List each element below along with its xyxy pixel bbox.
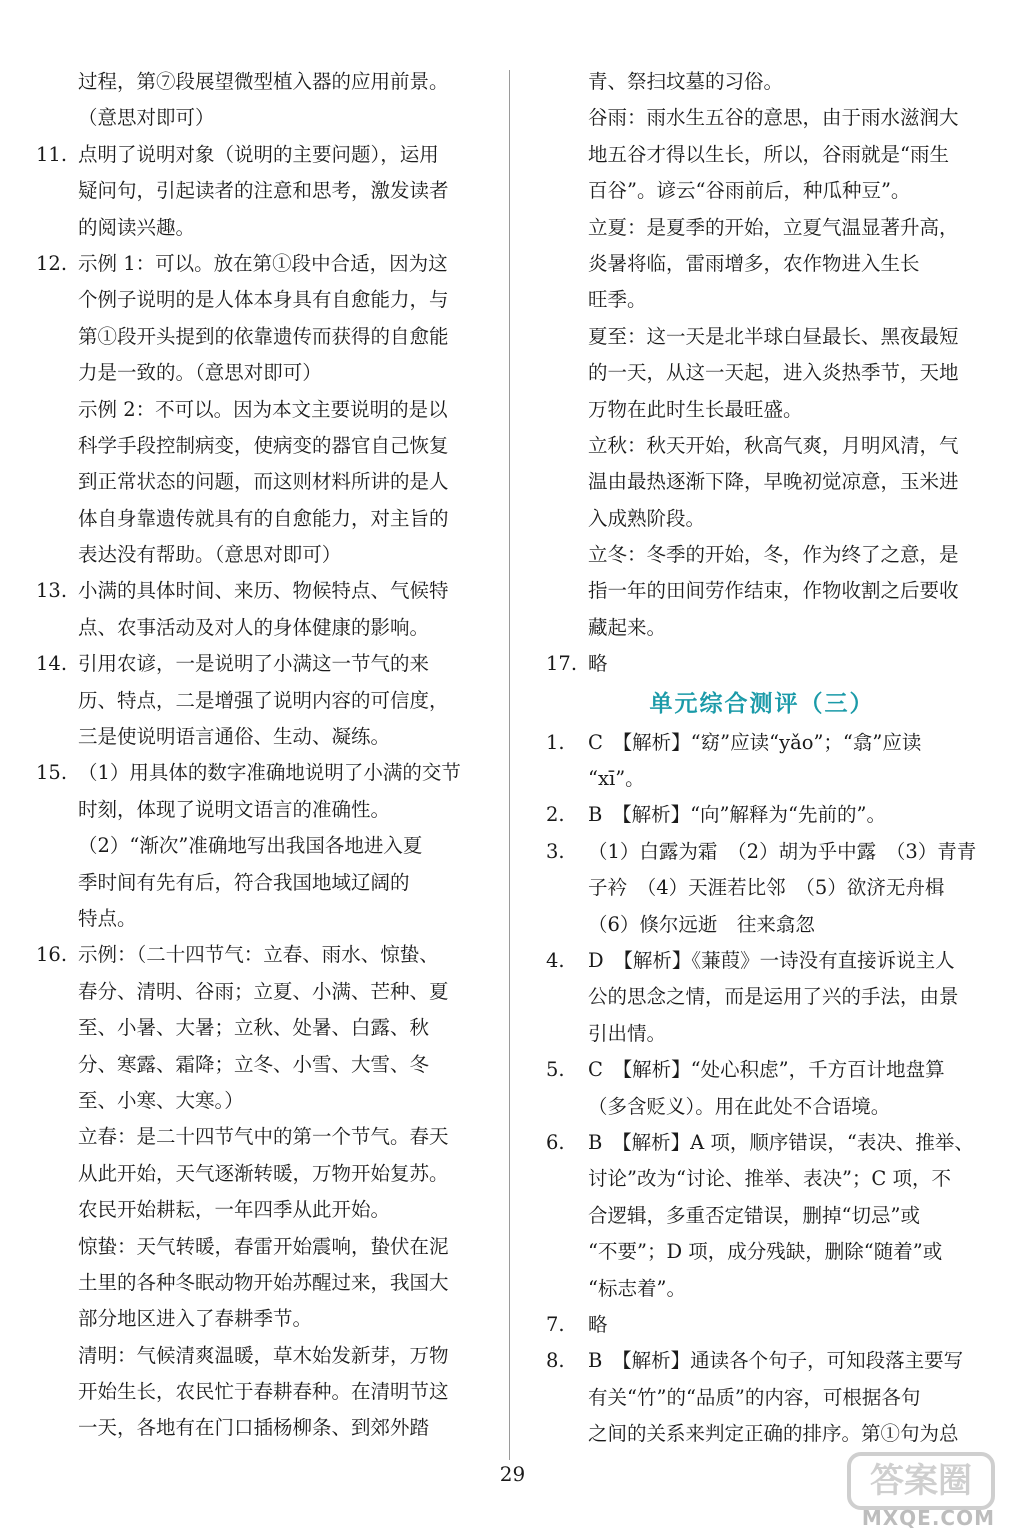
text-line: 立春：是二十四节气中的第一个节气。春天 [78,1125,449,1149]
answer-text: B 【解析】通读各个句子，可知段落主要写 [588,1349,964,1373]
answer-text: C 【解析】“处心积虑”，千方百计地盘算 [588,1058,945,1082]
question-number: 16. [36,943,68,967]
watermark-text: 答案圈 [847,1452,995,1510]
question-number: 12. [36,251,68,275]
text-line: 子衿 （4）天涯若比邻 （5）欲济无舟楫 [588,876,945,900]
question-number: 13. [36,579,68,603]
question-number: 14. [36,652,68,676]
text-line [546,1125,978,1161]
watermark-url: MXQE.COM [861,1506,995,1530]
question-number: 11. [36,142,68,166]
text-line [36,646,470,682]
text-line: 季时间有先有后，符合我国地域辽阔的 [78,870,410,894]
answer-text: （1）白露为霜 （2）胡为乎中露 （3）青青 [588,839,977,863]
answer-text: D 【解析】《蒹葭》一诗没有直接诉说主人 [588,948,955,972]
text-line: 三是使说明语言通俗、生动、凝练。 [78,725,391,749]
text-line: 温由最热逐渐下降，早晚初觉凉意，玉米进 [588,470,959,494]
text-line [546,646,978,682]
text-line: 一天，各地有在门口插杨柳条、到郊外踏 [78,1416,430,1440]
watermark-logo [845,1452,995,1530]
text-line [36,755,470,791]
question-number: 15. [36,761,68,785]
text-line: 炎暑将临，雷雨增多，农作物进入生长 [588,251,920,275]
text-line: 从此开始，天气逐渐转暖，万物开始复苏。 [78,1161,449,1185]
text-line: 指一年的田间劳作结束，作物收割之后要收 [588,579,959,603]
text-line: 部分地区进入了春耕季节。 [78,1307,313,1331]
text-line: 万物在此时生长最旺盛。 [588,397,803,421]
column-divider [509,70,510,1460]
question-number: 3. [546,839,565,863]
text-line: 分、寒露、霜降；立冬、小雪、大雪、冬 [78,1052,430,1076]
text-line: 之间的关系来判定正确的排序。第①句为总 [588,1422,959,1446]
question-number: 6. [546,1130,565,1154]
text-line: 至、小暑、大暑；立秋、处暑、白露、秋 [78,1016,430,1040]
text-line: “xī”。 [588,767,645,791]
text-line: 引出情。 [588,1021,667,1045]
answer-text: 点明了说明对象（说明的主要问题），运用 [78,142,439,166]
text-line: 藏起来。 [588,615,667,639]
text-line: 立冬：冬季的开始，冬，作为终了之意，是 [588,543,959,567]
text-line: 历、特点，二是增强了说明内容的可信度， [78,688,449,712]
text-line: （2）“渐次”准确地写出我国各地进入夏 [78,834,423,858]
answer-text: 示例：（二十四节气：立春、雨水、惊蛰、 [78,943,439,967]
text-line [546,1343,978,1379]
text-line: 至、小寒、大寒。） [78,1088,244,1112]
text-line: 有关“竹”的“品质”的内容，可根据各句 [588,1385,921,1409]
text-line: “标志着”。 [588,1276,686,1300]
text-line: 农民开始耕耘，一年四季从此开始。 [78,1198,391,1222]
text-line: 土里的各种冬眠动物开始苏醒过来，我国大 [78,1270,449,1294]
text-line [36,246,470,282]
text-line: 到正常状态的问题，而这则材料所讲的是人 [78,470,449,494]
answer-text: 略 [588,652,608,676]
left-column [36,64,470,1447]
text-line: 的阅读兴趣。 [78,215,196,239]
answer-text: B 【解析】A 项，顺序错误，“表决、推举、 [588,1130,974,1154]
text-line: 示例 2：不可以。因为本文主要说明的是以 [78,397,448,421]
text-line: 开始生长，农民忙于春耕春种。在清明节这 [78,1380,449,1404]
text-line: 表达没有帮助。（意思对即可） [78,543,342,567]
text-line: 体自身靠遗传就具有的自愈能力，对主旨的 [78,506,449,530]
text-line: 点、农事活动及对人的身体健康的影响。 [78,615,430,639]
answer-text: B 【解析】“向”解释为“先前的”。 [588,803,886,827]
text-line: 谷雨：雨水生五谷的意思，由于雨水滋润大 [588,106,959,130]
text-line: 力是一致的。（意思对即可） [78,361,322,385]
answer-text: （1）用具体的数字准确地说明了小满的交节 [78,761,461,785]
text-line [546,725,978,761]
text-line: 的一天，从这一天起，进入炎热季节，天地 [588,361,959,385]
question-number: 8. [546,1349,565,1373]
text-line: 地五谷才得以生长，所以，谷雨就是“雨生 [588,142,949,166]
answer-text: 示例 1：可以。放在第①段中合适，因为这 [78,251,448,275]
text-line: 科学手段控制病变，使病变的器官自己恢复 [78,433,449,457]
text-line: 疑问句，引起读者的注意和思考，激发读者 [78,179,449,203]
text-line: 个例子说明的是人体本身具有自愈能力，与 [78,288,449,312]
question-number: 2. [546,803,565,827]
text-line: “不要”；D 项，成分残缺，删除“随着”或 [588,1240,943,1264]
text-line [36,137,470,173]
question-number: 5. [546,1058,565,1082]
question-number: 4. [546,948,565,972]
text-line [36,937,470,973]
text-line [546,834,978,870]
text-line: 讨论”改为“讨论、推举、表决”；C 项，不 [588,1167,952,1191]
text-line: 第①段开头提到的依靠遗传而获得的自愈能 [78,324,449,348]
text-line: （意思对即可） [78,106,215,130]
question-number: 1. [546,730,565,754]
text-line: （6）倏尔远逝 往来翕忽 [588,912,815,936]
text-line: 夏至：这一天是北半球白昼最长、黑夜最短 [588,324,959,348]
text-line: 春分、清明、谷雨；立夏、小满、芒种、夏 [78,979,449,1003]
page-number: 29 [499,1462,526,1486]
text-line: 公的思念之情，而是运用了兴的手法，由景 [588,985,959,1009]
text-line: 合逻辑，多重否定错误，删掉“切忌”或 [588,1203,920,1227]
text-line [546,797,978,833]
text-line: 立夏：是夏季的开始，立夏气温显著升高， [588,215,959,239]
answer-text: 略 [588,1312,608,1336]
answer-text: 引用农谚，一是说明了小满这一节气的来 [78,652,430,676]
text-line [36,573,470,609]
text-line [546,1052,978,1088]
text-line: 时刻，体现了说明文语言的准确性。 [78,797,391,821]
question-number: 17. [546,652,578,676]
question-number: 7. [546,1312,565,1336]
text-line [546,943,978,979]
text-line: 旺季。 [588,288,647,312]
text-line: 青、祭扫坟墓的习俗。 [588,70,784,93]
text-line: 特点。 [78,906,137,930]
text-line: 过程，第⑦段展望微型植入器的应用前景。 [78,70,449,93]
section-title: 单元综合测评（三） [649,690,875,717]
text-line: 入成熟阶段。 [588,506,706,530]
right-column [546,64,978,1452]
text-line [546,1307,978,1343]
text-line: （多含贬义）。用在此处不合语境。 [588,1094,891,1118]
text-line: 百谷”。谚云“谷雨前后，种瓜种豆”。 [588,179,911,203]
answer-text: C 【解析】“窈”应读“yǎo”；“翕”应读 [588,730,922,754]
answer-text: 小满的具体时间、来历、物候特点、气候特 [78,579,449,603]
text-line: 清明：气候清爽温暖，草木始发新芽，万物 [78,1343,449,1367]
text-line: 惊蛰：天气转暖，春雷开始震响，蛰伏在泥 [78,1234,449,1258]
text-line: 立秋：秋天开始，秋高气爽，月明风清，气 [588,433,959,457]
